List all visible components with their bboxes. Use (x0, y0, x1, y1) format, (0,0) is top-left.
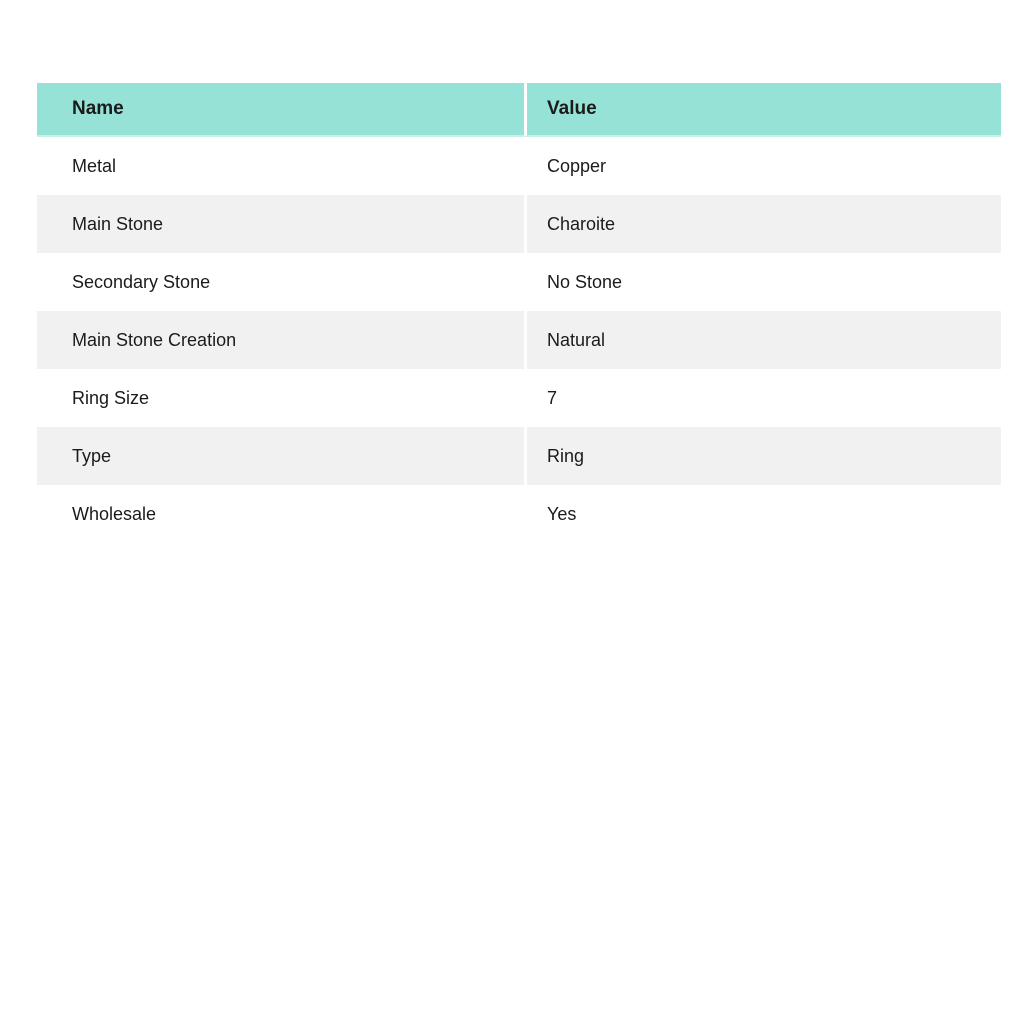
attribute-name-cell: Main Stone Creation (37, 311, 524, 369)
attribute-value-cell: 7 (524, 369, 1001, 427)
table-row (37, 253, 1001, 311)
attribute-name-cell: Wholesale (37, 485, 524, 543)
attribute-value-cell: Charoite (524, 195, 1001, 253)
product-attributes-table (37, 83, 1001, 543)
table-row (37, 311, 1001, 369)
table-row (37, 427, 1001, 485)
table-body (37, 137, 1001, 543)
table-row (37, 369, 1001, 427)
attribute-value-cell: Natural (524, 311, 1001, 369)
attribute-name-cell: Secondary Stone (37, 253, 524, 311)
table-row (37, 485, 1001, 543)
attribute-name-cell: Type (37, 427, 524, 485)
table-header-row (37, 83, 1001, 137)
column-header-name: Name (37, 83, 524, 137)
attribute-value-cell: Yes (524, 485, 1001, 543)
attribute-value-cell: Copper (524, 137, 1001, 195)
attribute-value-cell: No Stone (524, 253, 1001, 311)
column-header-value: Value (524, 83, 1001, 137)
attribute-name-cell: Ring Size (37, 369, 524, 427)
attribute-value-cell: Ring (524, 427, 1001, 485)
attribute-name-cell: Main Stone (37, 195, 524, 253)
table-header (37, 83, 1001, 137)
attribute-name-cell: Metal (37, 137, 524, 195)
table-row (37, 195, 1001, 253)
table-row (37, 137, 1001, 195)
